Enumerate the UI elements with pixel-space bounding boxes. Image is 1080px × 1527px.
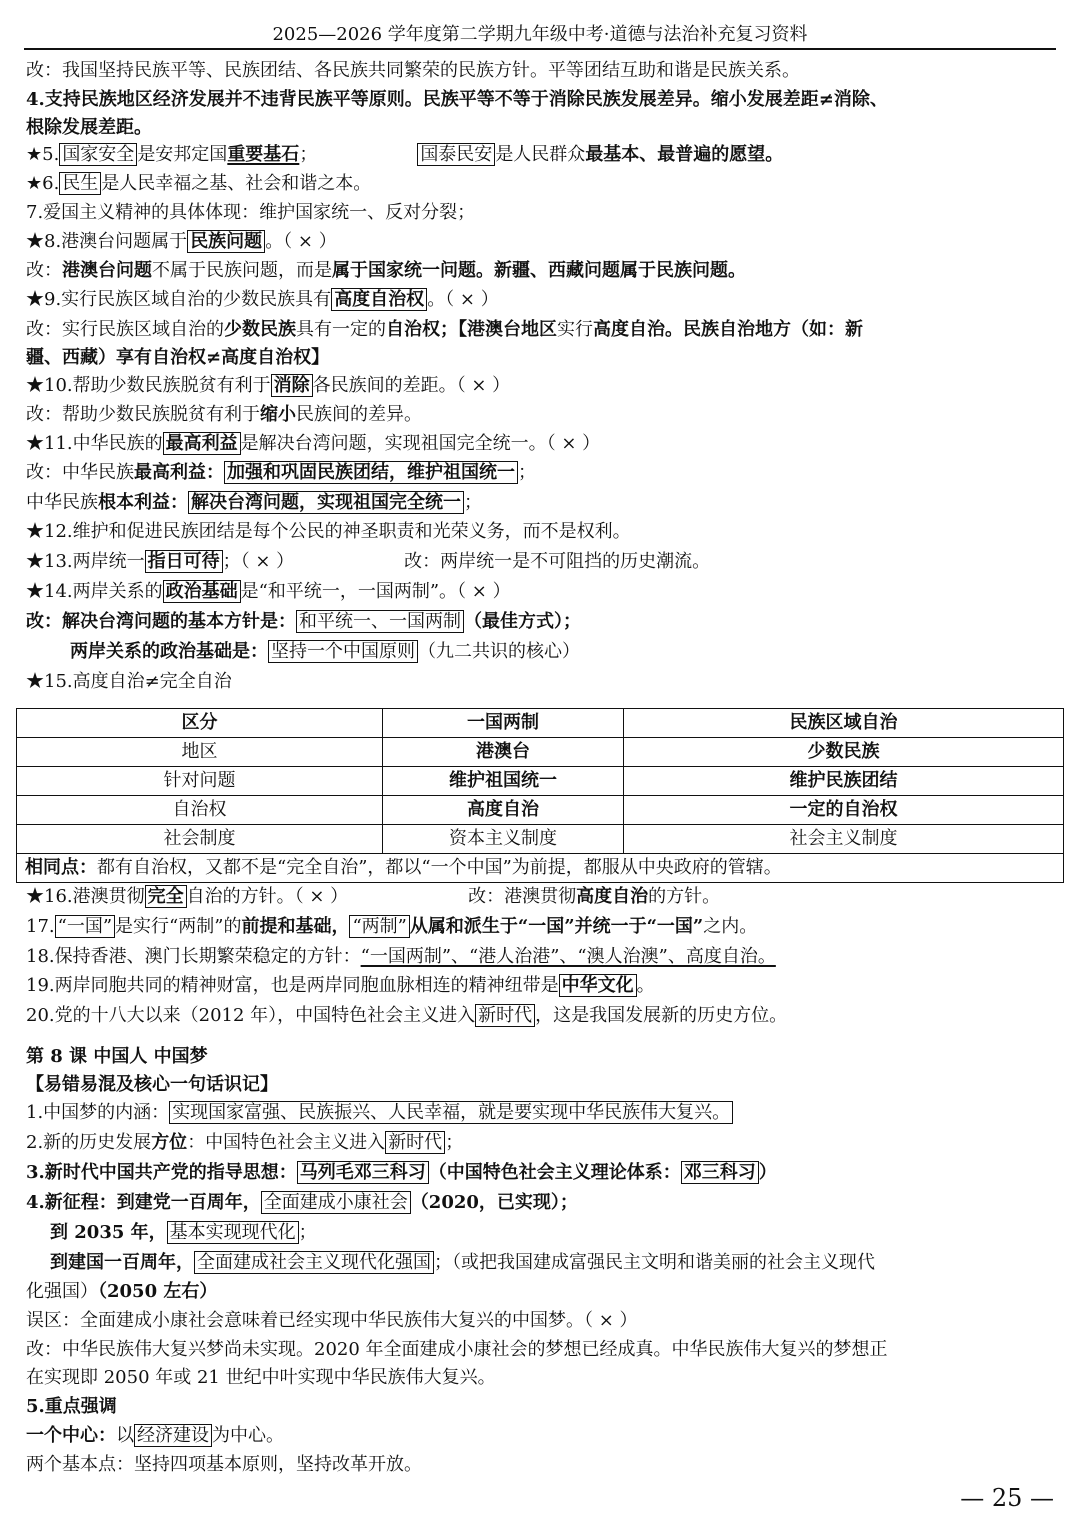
line-text: 自治的方针。（ × ） xyxy=(186,886,349,907)
line-text: ★12.维护和促进民族团结是每个公民的神圣职责和光荣义务，而不是权利。 xyxy=(26,521,631,542)
line-text: 2.新的历史发展 xyxy=(26,1132,152,1153)
table-row xyxy=(17,796,1064,825)
table-cell: 高度自治 xyxy=(383,796,624,825)
bold-term: 少数民族 xyxy=(224,319,296,340)
line-text: 两个基本点：坚持四项基本原则，坚持改革开放。 xyxy=(26,1454,422,1475)
line-text: 改：两岸统一是不可阻挡的历史潮流。 xyxy=(404,551,711,572)
table-cell: 港澳台 xyxy=(383,738,624,767)
boxed-term: 实现国家富强、民族振兴、人民幸福，就是要实现中华民族伟大复兴。 xyxy=(169,1101,733,1124)
boxed-term: 解决台湾问题，实现祖国完全统一 xyxy=(188,491,464,514)
table-cell: 少数民族 xyxy=(624,738,1064,767)
boxed-term: 经济建设 xyxy=(134,1424,212,1447)
table-row xyxy=(17,767,1064,796)
line-text: ；（或把我国建成富强民主文明和谐美丽的社会主义现代 xyxy=(434,1252,875,1273)
line-text: ★8.港澳台问题属于 xyxy=(26,231,188,252)
text-line xyxy=(26,972,1056,1000)
line-text: ★14.两岸关系的 xyxy=(26,581,163,602)
table-row xyxy=(17,738,1064,767)
line-text: 19.两岸同胞共同的精神财富，也是两岸同胞血脉相连的精神纽带是 xyxy=(26,975,559,996)
line-text: 7.爱国主义精神的具体体现：维护国家统一、反对分裂； xyxy=(26,202,476,223)
boxed-term: 全面建成小康社会 xyxy=(261,1191,411,1214)
line-text: ★10.帮助少数民族脱贫有利于 xyxy=(26,375,271,396)
line-text: ； xyxy=(464,492,482,513)
line-text: 实行 xyxy=(557,319,593,340)
bold-term: 一个中心： xyxy=(26,1425,116,1446)
table-cell: 针对问题 xyxy=(17,767,383,796)
bold-term: 改：解决台湾问题的基本方针是： xyxy=(26,611,296,632)
text-line xyxy=(26,430,1056,458)
text-line xyxy=(26,1278,1056,1306)
text-line xyxy=(26,199,1056,227)
bold-term: （最佳方式）； xyxy=(464,611,581,632)
line-text: 【易错易混及核心一句话识记】 xyxy=(26,1074,278,1095)
line-text: ；（ × ） xyxy=(222,551,295,572)
text-line xyxy=(26,316,1056,344)
table-cell: 维护祖国统一 xyxy=(383,767,624,796)
line-text: 不属于民族问题，而是 xyxy=(152,260,332,281)
boxed-term: 马列毛邓三科习 xyxy=(297,1161,429,1184)
bold-term: （2020，已实现）； xyxy=(410,1192,578,1213)
boxed-term: 消除 xyxy=(271,374,313,397)
bold-term: 港澳台问题 xyxy=(62,260,152,281)
line-text: ） xyxy=(758,1162,777,1183)
summary-text: 都有自治权，又都不是“完全自治”，都以“一个中国”为前提，都服从中央政府的管辖。 xyxy=(97,857,782,878)
line-text: 化强国） xyxy=(26,1281,98,1302)
text-line xyxy=(26,86,1056,114)
line-text: ：中国特色社会主义进入 xyxy=(187,1132,386,1153)
line-text: 3.新时代中国共产党的指导思想： xyxy=(26,1162,297,1183)
boxed-term: 基本实现现代化 xyxy=(167,1221,299,1244)
line-text: 各民族间的差距。（ × ） xyxy=(312,375,511,396)
table-cell: 社会制度 xyxy=(17,825,383,854)
line-text: 民族间的差异。 xyxy=(296,404,422,425)
boxed-term: 国泰民安 xyxy=(417,143,495,166)
bold-term: 自治权；【港澳台地区 xyxy=(386,319,557,340)
text-line xyxy=(26,608,1056,636)
bold-term: 前提和基础， xyxy=(241,916,350,937)
line-text: 18.保持香港、澳门长期繁荣稳定的方针： xyxy=(26,946,361,967)
boxed-term: 坚持一个中国原则 xyxy=(268,640,418,663)
text-line xyxy=(26,114,1056,142)
line-text: 是实行“两制”的 xyxy=(115,916,242,937)
table-header-row xyxy=(17,709,1064,738)
line-text: 。 xyxy=(636,975,655,996)
bold-term: 最基本、最普遍的愿望。 xyxy=(585,144,784,165)
comparison-table xyxy=(16,708,1064,883)
boxed-term: “两制” xyxy=(349,915,409,938)
text-line xyxy=(26,170,1056,198)
line-text: 改：中华民族伟大复兴梦尚未实现。2020 年全面建成小康社会的梦想已经成真。中华民族伟大复兴的梦想正 xyxy=(26,1339,888,1360)
line-text: 改：帮助少数民族脱贫有利于 xyxy=(26,404,260,425)
line-text: 17. xyxy=(26,916,55,937)
text-line xyxy=(26,1307,1056,1335)
line-text: 改：港澳贯彻 xyxy=(468,886,577,907)
text-line xyxy=(26,459,1056,487)
text-line xyxy=(26,489,1056,517)
text-line xyxy=(26,57,1056,85)
bold-term: 属于国家统一问题。新疆、西藏问题属于民族问题。 xyxy=(332,260,746,281)
table-cell: 维护民族团结 xyxy=(624,767,1064,796)
line-text: ★15.高度自治≠完全自治 xyxy=(26,671,232,692)
text-line xyxy=(26,1189,1056,1217)
text-line xyxy=(50,1249,1056,1277)
text-line xyxy=(26,1422,1056,1450)
text-line xyxy=(26,228,1056,256)
page-number: — 25 — xyxy=(960,1484,1054,1512)
line-text: 具有一定的 xyxy=(296,319,386,340)
line-text: ； xyxy=(518,462,536,483)
text-line xyxy=(26,883,1056,911)
bold-term: 高度自治。民族自治地方（如：新 xyxy=(593,319,863,340)
line-text: 为中心。 xyxy=(212,1425,284,1446)
text-line xyxy=(26,913,1056,941)
line-text: 是人民幸福之基、社会和谐之本。 xyxy=(101,173,372,194)
boxed-term: 新时代 xyxy=(385,1131,445,1154)
line-text: 。（ × ） xyxy=(427,289,499,310)
line-text: 以 xyxy=(116,1425,134,1446)
bold-term: 从属和派生于“一国”并统一于“一国” xyxy=(409,916,704,937)
line-text: 。（ × ） xyxy=(265,231,337,252)
line-text: ★5. xyxy=(26,144,60,165)
line-text: 疆、西藏）享有自治权≠高度自治权】 xyxy=(26,347,330,368)
underlined-term: 重要基石 xyxy=(227,144,300,165)
bold-term: 到 2035 年， xyxy=(50,1222,167,1243)
boxed-term: 指日可待 xyxy=(145,550,223,573)
text-line xyxy=(26,1002,1056,1030)
bold-term: 缩小 xyxy=(260,404,296,425)
text-line xyxy=(26,1159,1056,1187)
text-line xyxy=(26,1364,1056,1392)
line-text: 改： xyxy=(26,260,62,281)
boxed-term: 新时代 xyxy=(475,1004,535,1027)
text-line xyxy=(26,1129,1056,1157)
text-line xyxy=(26,578,1056,606)
line-text: ★16.港澳贯彻 xyxy=(26,886,145,907)
line-text: （中国特色社会主义理论体系： xyxy=(428,1162,681,1183)
line-text: 改：实行民族区域自治的 xyxy=(26,319,224,340)
line-text: ，这是我国发展新的历史方位。 xyxy=(535,1005,788,1026)
boxed-term: “一国” xyxy=(55,915,115,938)
table-cell: 地区 xyxy=(17,738,383,767)
line-text: 改：我国坚持民族平等、民族团结、各民族共同繁荣的民族方针。平等团结互助和谐是民族关系。 xyxy=(26,60,800,81)
text-line xyxy=(70,638,1080,666)
underlined-term: “一国两制”、“港人治港”、“澳人治澳”、高度自治。 xyxy=(360,946,776,967)
line-text: 5.重点强调 xyxy=(26,1396,117,1417)
text-line xyxy=(26,372,1056,400)
text-line xyxy=(26,1336,1056,1364)
line-text: ★13.两岸统一 xyxy=(26,551,145,572)
line-text: 1.中国梦的内涵： xyxy=(26,1102,170,1123)
table-row xyxy=(17,825,1064,854)
text-line xyxy=(26,344,1056,372)
text-line xyxy=(26,286,1056,314)
text-line xyxy=(26,943,1056,971)
table-header-cell: 区分 xyxy=(17,709,383,738)
table-cell: 一定的自治权 xyxy=(624,796,1064,825)
line-text: 是安邦定国 xyxy=(137,144,228,165)
boxed-term: 最高利益 xyxy=(163,432,241,455)
line-text: 是人民群众 xyxy=(495,144,586,165)
text-line xyxy=(26,668,1056,696)
boxed-term: 高度自治权 xyxy=(331,288,427,311)
line-text: 的方针。 xyxy=(648,886,721,907)
line-text: ； xyxy=(299,144,318,165)
text-line xyxy=(26,1393,1056,1421)
bold-term: 到建国一百周年， xyxy=(50,1252,194,1273)
boxed-term: 政治基础 xyxy=(163,580,241,603)
line-text: 是“和平统一，一国两制”。（ × ） xyxy=(240,581,511,602)
boxed-term: 民生 xyxy=(59,172,101,195)
text-line xyxy=(26,141,1056,169)
line-text: ★11.中华民族的 xyxy=(26,433,163,454)
text-line xyxy=(26,548,1056,576)
bold-term: 两岸关系的政治基础是： xyxy=(70,641,268,662)
line-text: （九二共识的核心） xyxy=(418,641,580,662)
table-summary-cell xyxy=(17,854,1064,883)
bold-term: 高度自治 xyxy=(576,886,649,907)
boxed-term: 加强和巩固民族团结，维护祖国统一 xyxy=(224,461,518,484)
line-text: 4.支持民族地区经济发展并不违背民族平等原则。民族平等不等于消除民族发展差异。缩小发展差距≠消除、 xyxy=(26,89,888,110)
text-line xyxy=(26,257,1056,285)
text-line xyxy=(26,401,1056,429)
table-summary-row xyxy=(17,854,1064,883)
table-cell: 社会主义制度 xyxy=(624,825,1064,854)
line-text: 误区：全面建成小康社会意味着已经实现中华民族伟大复兴的中国梦。（ × ） xyxy=(26,1310,638,1331)
line-text: 之内。 xyxy=(703,916,758,937)
boxed-term: 中华文化 xyxy=(559,974,637,997)
bold-term: 最高利益： xyxy=(134,462,224,483)
line-text: ； xyxy=(298,1222,317,1243)
text-line xyxy=(50,1219,1080,1247)
boxed-term: 民族问题 xyxy=(187,230,265,253)
line-text: 根除发展差距。 xyxy=(26,117,152,138)
line-text: 改：中华民族 xyxy=(26,462,134,483)
boxed-term: 全面建成社会主义现代化强国 xyxy=(194,1251,434,1274)
boxed-term: 国家安全 xyxy=(59,143,137,166)
page-header: 2025—2026 学年度第二学期九年级中考·道德与法治补充复习资料 xyxy=(24,22,1056,50)
line-text: 是解决台湾问题，实现祖国完全统一。（ × ） xyxy=(240,433,601,454)
text-line xyxy=(26,1451,1056,1479)
line-text: 20.党的十八大以来（2012 年），中国特色社会主义进入 xyxy=(26,1005,476,1026)
line-text: ★6. xyxy=(26,173,60,194)
boxed-term: 完全 xyxy=(145,885,187,908)
text-line xyxy=(26,1099,1056,1127)
line-text: ； xyxy=(445,1132,464,1153)
table-header-cell: 一国两制 xyxy=(383,709,624,738)
section-title xyxy=(26,1071,1056,1099)
bold-term: 方位 xyxy=(151,1132,188,1153)
summary-label: 相同点： xyxy=(25,857,97,878)
line-text: 在实现即 2050 年或 21 世纪中叶实现中华民族伟大复兴。 xyxy=(26,1367,496,1388)
table-header-cell: 民族区域自治 xyxy=(624,709,1064,738)
bold-term: 4.新征程：到建党一百周年， xyxy=(26,1192,261,1213)
table-cell: 自治权 xyxy=(17,796,383,825)
bold-term: （2050 左右） xyxy=(98,1281,218,1302)
boxed-term: 和平统一、一国两制 xyxy=(296,610,464,633)
text-line xyxy=(26,518,1056,546)
boxed-term: 邓三科习 xyxy=(681,1161,759,1184)
bold-term: 根本利益： xyxy=(98,492,188,513)
table-cell: 资本主义制度 xyxy=(383,825,624,854)
line-text: 第 8 课 中国人 中国梦 xyxy=(26,1046,208,1067)
line-text: ★9.实行民族区域自治的少数民族具有 xyxy=(26,289,332,310)
line-text: 中华民族 xyxy=(26,492,98,513)
lesson-title xyxy=(26,1043,1056,1071)
